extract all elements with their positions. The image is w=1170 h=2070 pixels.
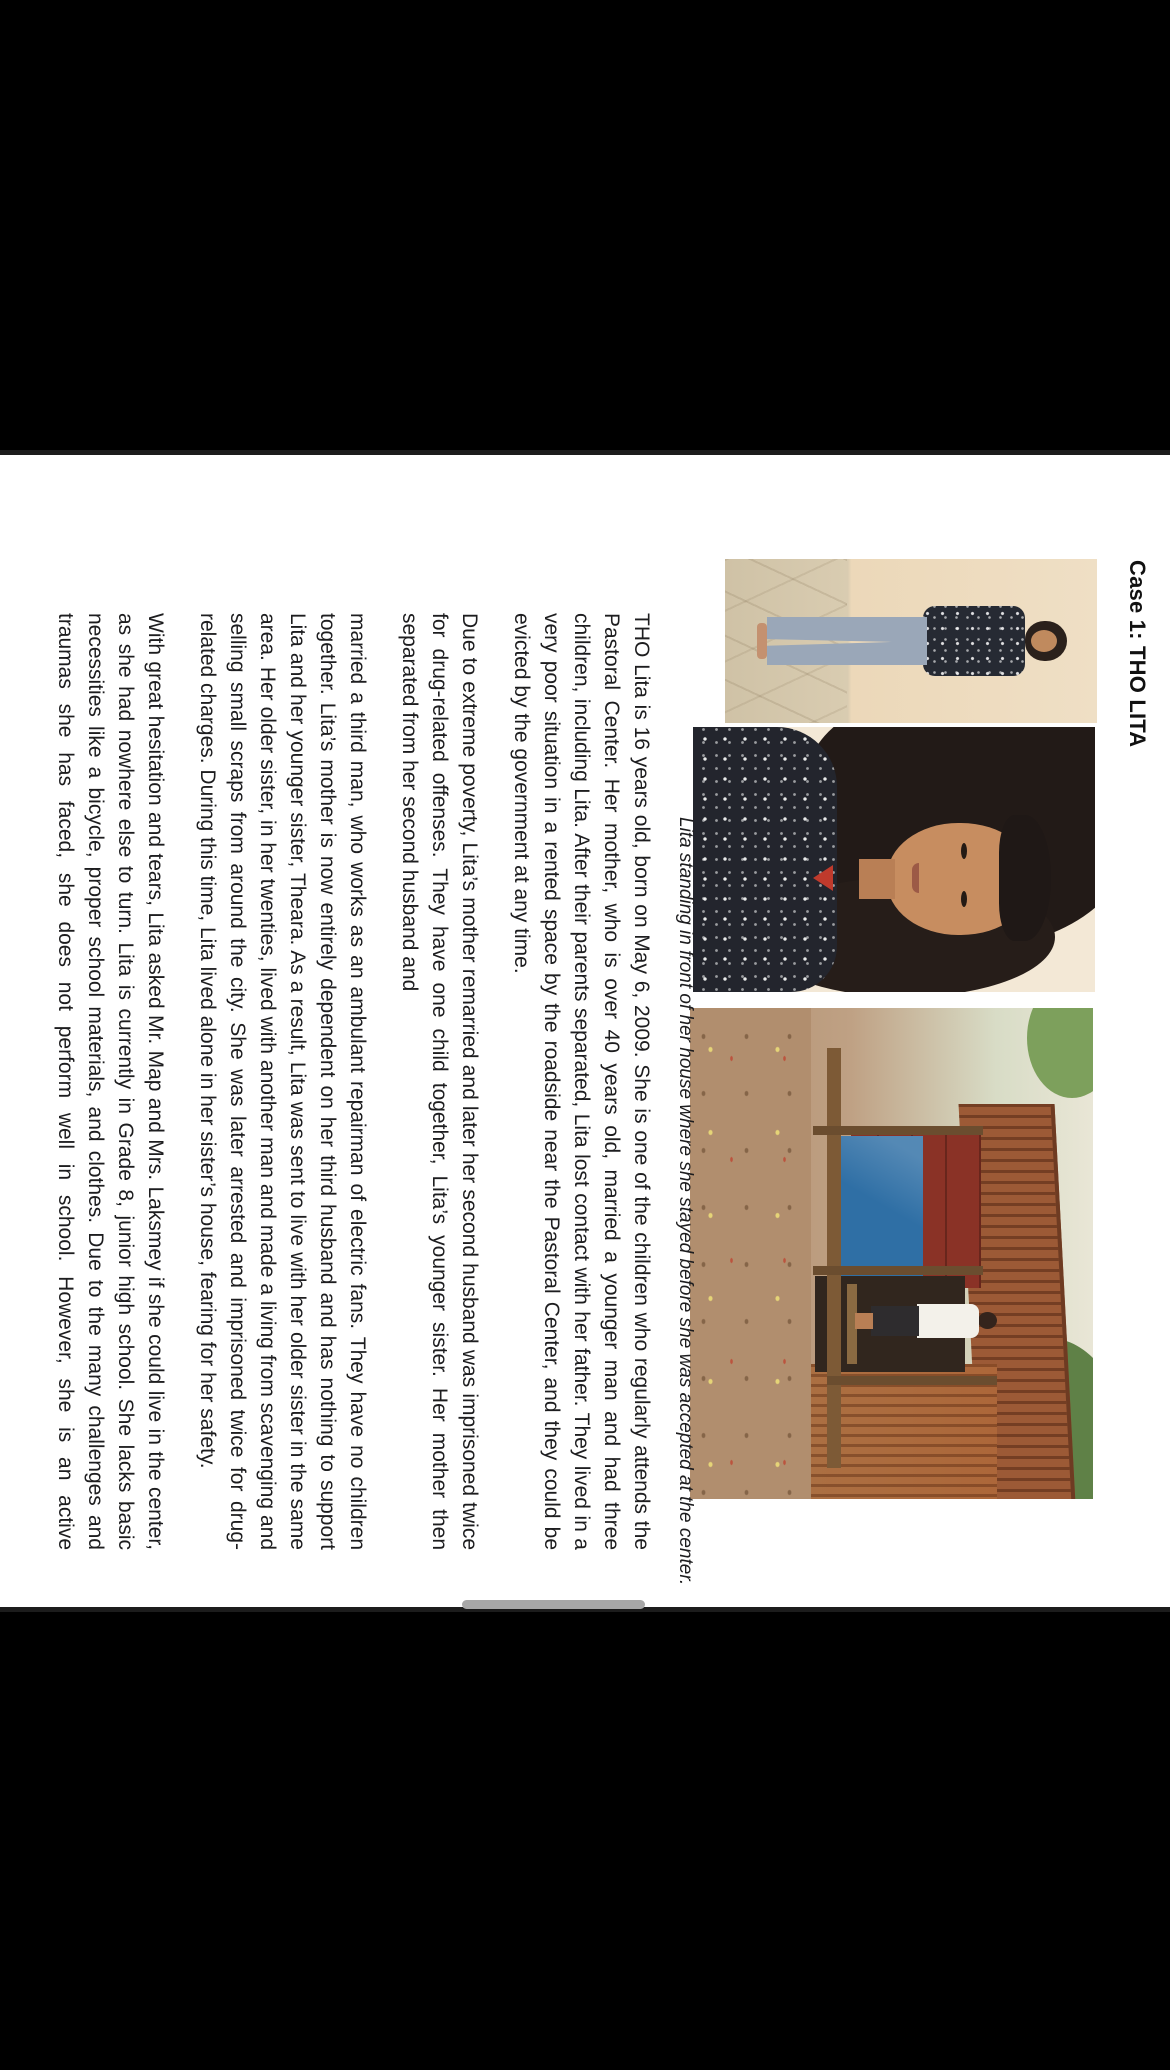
person-skirt: [871, 1306, 919, 1336]
dirt-ground: [690, 1008, 811, 1499]
person-white-shirt: [917, 1304, 979, 1338]
portrait-eye-right: [961, 891, 967, 907]
girl-feet: [757, 623, 767, 659]
wood-beam: [827, 1048, 841, 1468]
paragraph-2: Due to extreme poverty, Lita’s mother remarried and later her second husband was imprisoned twice for drug-related offenses. They have one child together, Lita’s younger sister. Her mother then separated from her second husband and: [398, 613, 481, 1550]
photo-lita-portrait: [693, 727, 1095, 992]
photo-lita-standing: [725, 559, 1097, 723]
wood-post: [827, 1376, 997, 1385]
case-title: Case 1: THO LITA: [1125, 560, 1150, 748]
case-body-text: [28, 613, 656, 1550]
paragraph-1: THO Lita is 16 years old, born on May 6, 2009. She is one of the children who regularly attends the Pastoral Center. Her mother, who is over 40 years old, married a younger man and had three children, including Lita. After their parents separated, Lita lost contact with her father. They lived in a very poor situation in a rented space by the roadside near the Pastoral Center, and they could be evicted by the government at any time.: [510, 613, 653, 1550]
paragraph-3: married a third man, who works as an ambulant repairman of electric fans. They have no children together. Lita’s mother is now entirely dependent on her third husband and has nothing to support Lita and her younger sister, Theara. As a result, Lita was sent to live with her older sister in the same area. Her older sister, in her twenties, lived with another man and made a living from scavenging and selling small scraps from around the city. She was later arrested and imprisoned twice for drug-related charges. During this time, Lita lived alone in her sister’s house, fearing for her safety.: [196, 613, 369, 1550]
viewer-scrollbar-thumb[interactable]: [462, 1600, 645, 1609]
portrait-patterned-shirt: [693, 727, 837, 992]
portrait-eye-left: [961, 843, 967, 859]
paragraph-4: With great hesitation and tears, Lita asked Mr. Map and Mrs. Laksmey if she could live in the center, as she had nowhere else to turn. Lita is currently in Grade 8, junior high school. She lacks basic necessities like a bicycle, proper school materials, and clothes. Due to the many challenges and traumas she has faced, she does not perform well in school. However, she is an active: [54, 613, 167, 1550]
tile-floor: [725, 559, 847, 723]
portrait-bangs: [999, 815, 1051, 941]
girl-face: [1031, 630, 1057, 652]
person-head: [978, 1312, 997, 1329]
person-legs: [855, 1313, 873, 1329]
photo-caption: Lita standing in front of her house where she stayed before she was accepted at the center.: [675, 817, 696, 1586]
portrait-neck: [859, 859, 895, 899]
trees-left: [1027, 1008, 1093, 1098]
wood-post: [813, 1266, 983, 1275]
photo-house: [690, 1008, 1093, 1499]
girl-patterned-shirt: [923, 606, 1025, 676]
portrait-mouth: [912, 863, 919, 893]
wood-post: [813, 1126, 983, 1135]
